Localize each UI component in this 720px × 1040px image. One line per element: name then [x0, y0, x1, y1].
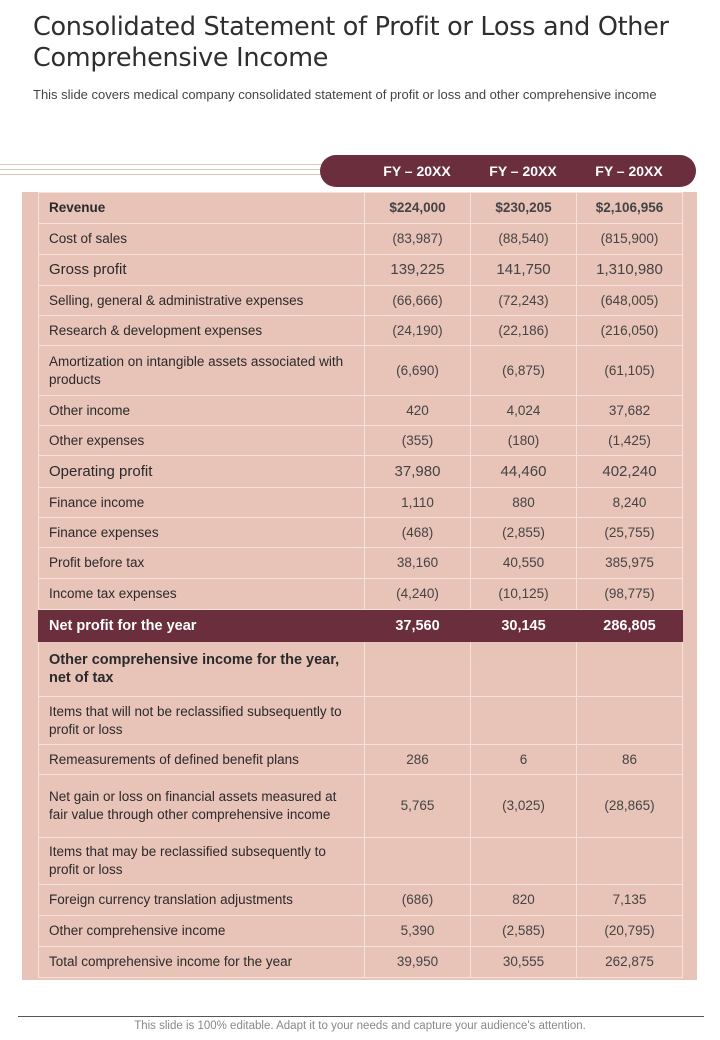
row-value: (25,755) — [577, 518, 683, 548]
row-value: (355) — [365, 426, 471, 456]
row-value — [577, 642, 683, 697]
row-value — [365, 838, 471, 885]
row-value: 39,950 — [365, 947, 471, 978]
row-label: Other comprehensive income for the year, net of tax — [39, 642, 365, 697]
row-label: Cost of sales — [39, 224, 365, 255]
row-value: (6,690) — [365, 346, 471, 396]
row-value — [365, 642, 471, 697]
row-value: 86 — [577, 745, 683, 775]
row-value: (815,900) — [577, 224, 683, 255]
row-label: Gross profit — [39, 255, 365, 286]
decorative-lines — [0, 164, 330, 179]
column-header-1: FY – 20XX — [383, 163, 451, 179]
page-title: Consolidated Statement of Profit or Loss and Other Comprehensive Income — [33, 12, 669, 73]
row-label: Total comprehensive income for the year — [39, 947, 365, 978]
row-value: (66,666) — [365, 286, 471, 316]
row-value: (1,425) — [577, 426, 683, 456]
row-value: $224,000 — [365, 193, 471, 224]
table-row — [39, 518, 683, 548]
row-value: 40,550 — [471, 548, 577, 579]
row-value: (28,865) — [577, 775, 683, 838]
row-value: 1,310,980 — [577, 255, 683, 286]
row-value: 402,240 — [577, 456, 683, 488]
table-row — [39, 947, 683, 978]
row-value: $230,205 — [471, 193, 577, 224]
row-value: 6 — [471, 745, 577, 775]
row-value: 420 — [365, 396, 471, 426]
row-value: 37,560 — [365, 610, 471, 642]
row-label: Other expenses — [39, 426, 365, 456]
table-row — [39, 255, 683, 286]
row-label: Revenue — [39, 193, 365, 224]
row-value: 4,024 — [471, 396, 577, 426]
row-value: 5,390 — [365, 916, 471, 947]
row-label: Research & development expenses — [39, 316, 365, 346]
row-label: Income tax expenses — [39, 579, 365, 610]
row-value: 5,765 — [365, 775, 471, 838]
row-label: Amortization on intangible assets associated with products — [39, 346, 365, 396]
column-header-3: FY – 20XX — [595, 163, 663, 179]
row-value: 44,460 — [471, 456, 577, 488]
row-label: Selling, general & administrative expenses — [39, 286, 365, 316]
row-value: 37,682 — [577, 396, 683, 426]
row-value: (98,775) — [577, 579, 683, 610]
row-value: (24,190) — [365, 316, 471, 346]
table-row — [39, 885, 683, 916]
row-value — [471, 697, 577, 745]
row-value: (180) — [471, 426, 577, 456]
row-value: 1,110 — [365, 488, 471, 518]
row-value: 286,805 — [577, 610, 683, 642]
row-label: Foreign currency translation adjustments — [39, 885, 365, 916]
footer-note: This slide is 100% editable. Adapt it to your needs and capture your audience's attention. — [134, 1020, 586, 1032]
row-value: (216,050) — [577, 316, 683, 346]
row-value: (2,855) — [471, 518, 577, 548]
page-subtitle: This slide covers medical company consolidated statement of profit or loss and other comprehensive income — [33, 87, 657, 102]
row-value: 30,145 — [471, 610, 577, 642]
row-value: 141,750 — [471, 255, 577, 286]
net-profit-row — [39, 610, 683, 642]
table-row — [39, 579, 683, 610]
row-label: Net profit for the year — [39, 610, 365, 642]
row-value: (6,875) — [471, 346, 577, 396]
row-value: (3,025) — [471, 775, 577, 838]
row-label: Finance expenses — [39, 518, 365, 548]
row-value: 820 — [471, 885, 577, 916]
row-value: (686) — [365, 885, 471, 916]
row-label: Operating profit — [39, 456, 365, 488]
table-row — [39, 396, 683, 426]
row-value: (648,005) — [577, 286, 683, 316]
row-value — [577, 697, 683, 745]
table-row — [39, 916, 683, 947]
income-statement-table — [38, 192, 683, 978]
row-label: Items that may be reclassified subsequently to profit or loss — [39, 838, 365, 885]
row-value: 385,975 — [577, 548, 683, 579]
table-row — [39, 224, 683, 255]
row-value — [365, 697, 471, 745]
table-row — [39, 426, 683, 456]
row-value: 880 — [471, 488, 577, 518]
row-value: 8,240 — [577, 488, 683, 518]
column-header-2: FY – 20XX — [489, 163, 557, 179]
table-row — [39, 745, 683, 775]
row-value: (83,987) — [365, 224, 471, 255]
row-value: 139,225 — [365, 255, 471, 286]
table-row — [39, 838, 683, 885]
row-value — [471, 838, 577, 885]
row-label: Profit before tax — [39, 548, 365, 579]
row-value: 30,555 — [471, 947, 577, 978]
row-value: (22,186) — [471, 316, 577, 346]
row-value — [577, 838, 683, 885]
row-value: (61,105) — [577, 346, 683, 396]
row-value: 38,160 — [365, 548, 471, 579]
table-row — [39, 286, 683, 316]
row-label: Other comprehensive income — [39, 916, 365, 947]
row-value: 262,875 — [577, 947, 683, 978]
row-value: (20,795) — [577, 916, 683, 947]
row-label: Finance income — [39, 488, 365, 518]
table-row — [39, 193, 683, 224]
table-row — [39, 775, 683, 838]
row-value: $2,106,956 — [577, 193, 683, 224]
row-value: (4,240) — [365, 579, 471, 610]
row-label: Net gain or loss on financial assets measured at fair value through other comprehensive income — [39, 775, 365, 838]
row-value: 7,135 — [577, 885, 683, 916]
row-value: 37,980 — [365, 456, 471, 488]
section-header-row — [39, 642, 683, 697]
footer-divider — [18, 1016, 704, 1017]
table-row — [39, 488, 683, 518]
row-value: (72,243) — [471, 286, 577, 316]
row-value: (10,125) — [471, 579, 577, 610]
row-value — [471, 642, 577, 697]
table-row — [39, 316, 683, 346]
row-value: (88,540) — [471, 224, 577, 255]
row-value: (2,585) — [471, 916, 577, 947]
row-label: Items that will not be reclassified subsequently to profit or loss — [39, 697, 365, 745]
row-label: Other income — [39, 396, 365, 426]
table-row — [39, 456, 683, 488]
row-label: Remeasurements of defined benefit plans — [39, 745, 365, 775]
row-value: 286 — [365, 745, 471, 775]
table-row — [39, 697, 683, 745]
table-row — [39, 548, 683, 579]
table-row — [39, 346, 683, 396]
row-value: (468) — [365, 518, 471, 548]
